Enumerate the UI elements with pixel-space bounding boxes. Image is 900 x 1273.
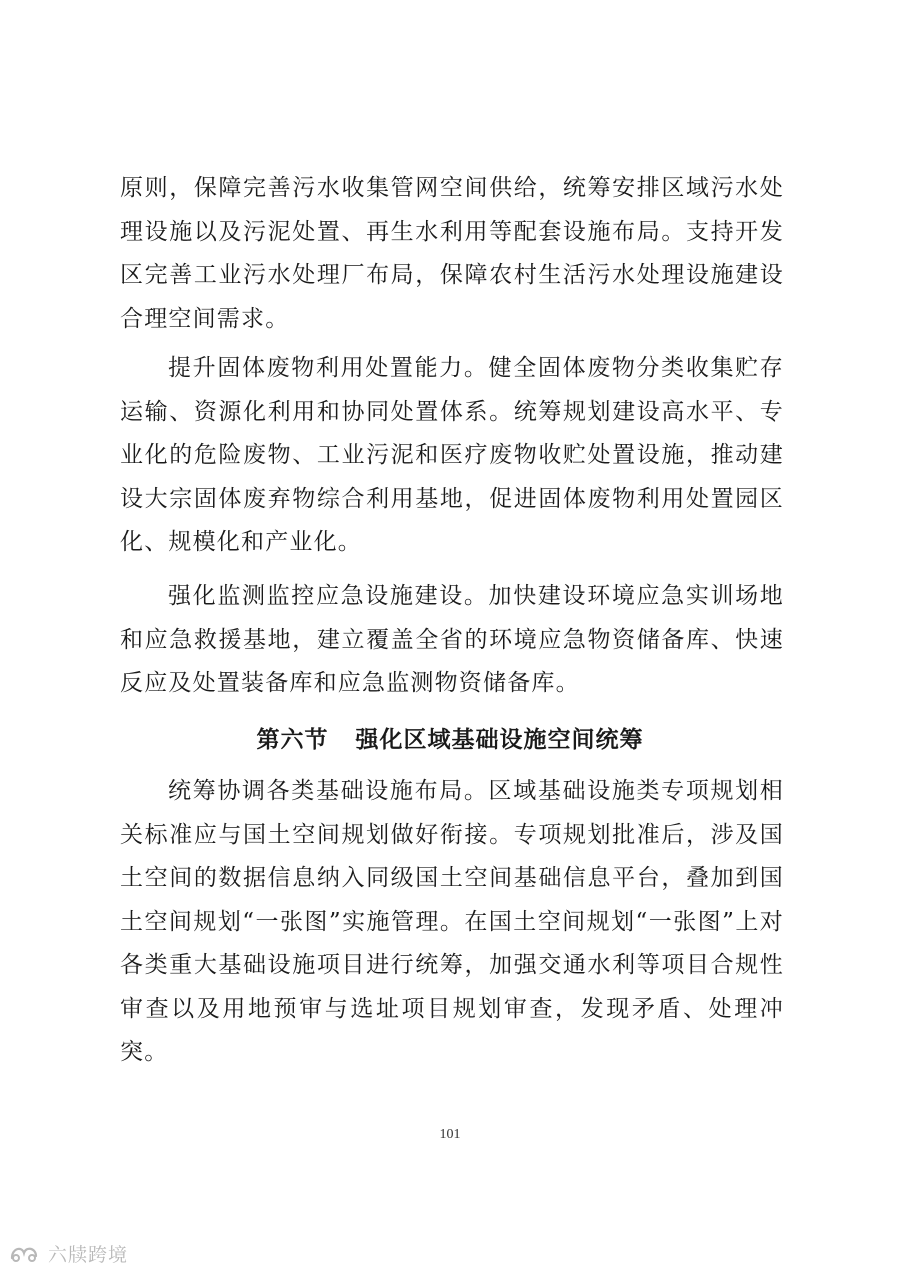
paragraph-text: 原则，保障完善污水收集管网空间供给，统筹安排区域污水处理设施以及污泥处置、再生水利用等配套设施布局。支持开发区完善工业污水处理厂布局，保障农村生活污水处理设施建设合理空间需求。 [120,175,784,332]
paragraph-infrastructure [120,770,784,1075]
section-heading: 第六节 强化区域基础设施空间统筹 [256,727,644,753]
paragraph-solid-waste [120,347,784,565]
watermark [8,1238,128,1268]
paragraph-text: 统筹协调各类基础设施布局。区域基础设施类专项规划相关标准应与国土空间规划做好衔接。专项规划批准后，涉及国土空间的数据信息纳入同级国土空间基础信息平台，叠加到国土空间规划“一张图”实施管理。在国土空间规划“一张图”上对各类重大基础设施项目进行统筹，加强交通水利等项目合规性审查以及用地预审与选址项目规划审查，发现矛盾、处理冲突。 [120,778,784,1065]
paragraph-text: 强化监测监控应急设施建设。加快建设环境应急实训场地和应急救援基地，建立覆盖全省的环境应急物资储备库、快速反应及处置装备库和应急监测物资储备库。 [120,583,784,696]
page-number: 101 [439,1127,461,1142]
paragraph-monitoring [120,575,784,706]
paragraph-continuation [120,167,784,341]
logo-icon [8,1242,42,1264]
watermark-text: 六牍跨境 [48,1243,129,1266]
paragraph-text: 提升固体废物利用处置能力。健全固体废物分类收集贮存运输、资源化利用和协同处置体系。统筹规划建设高水平、专业化的危险废物、工业污泥和医疗废物收贮处置设施，推动建设大宗固体废弃物综合利用基地，促进固体废物利用处置园区化、规模化和产业化。 [120,355,784,555]
